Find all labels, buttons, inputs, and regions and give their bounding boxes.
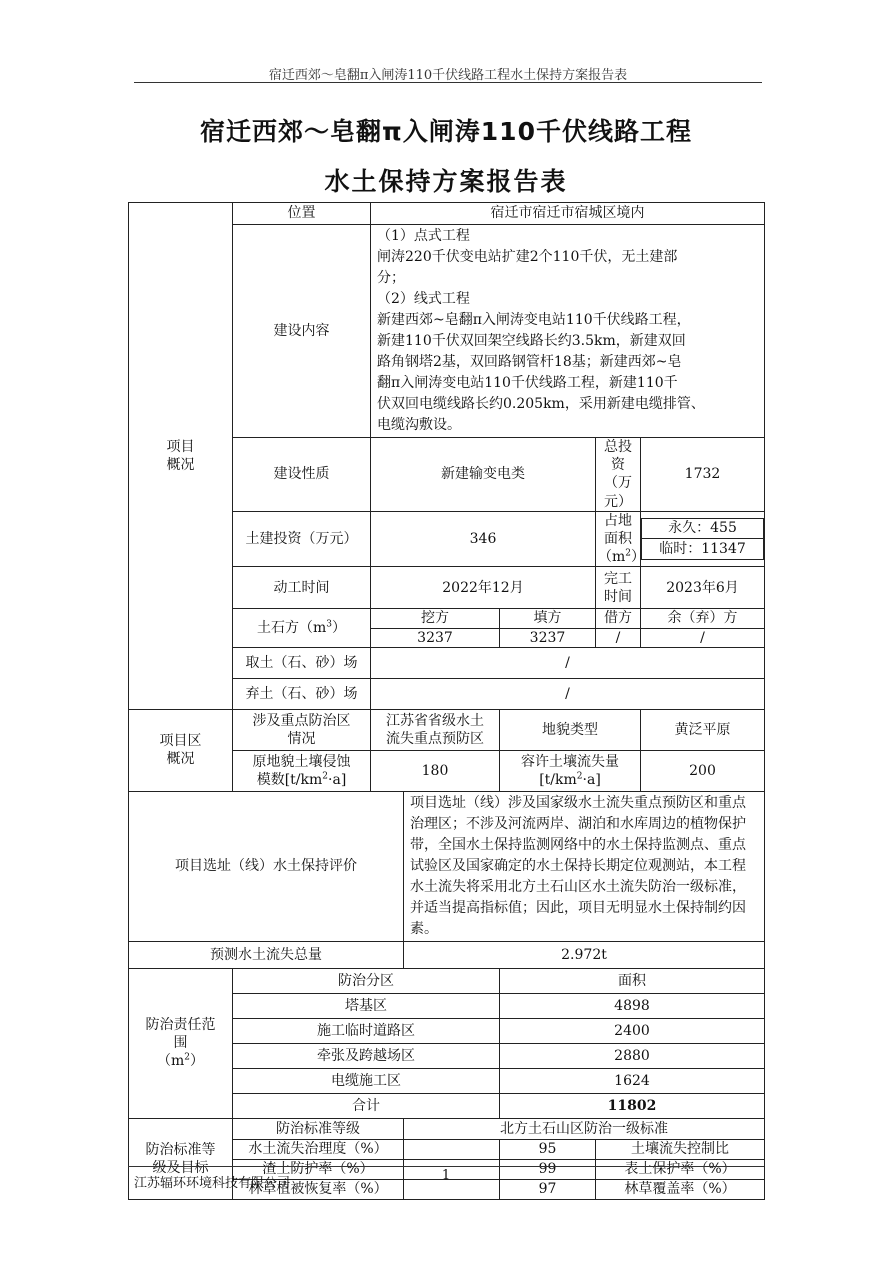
earthwork-fill-value: 3237 <box>500 628 596 647</box>
table-row <box>129 941 765 968</box>
allowable-loss-label: 容许土壤流失量 $[t/km^2\cdot a]$ <box>500 750 641 791</box>
zone-column-header: 防治分区 <box>233 968 500 993</box>
target-name: 土壤流失控制比 <box>596 1139 765 1159</box>
earthwork-header-borrow: 借方 <box>596 609 641 628</box>
total-label: 合计 <box>233 1093 500 1118</box>
total-invest-label: 总投资（万 元） <box>596 438 641 512</box>
allowable-loss-value: 200 <box>641 750 765 791</box>
borrow-site-value: / <box>371 647 765 678</box>
earthwork-label: 土石方$(m^3)$ <box>233 609 371 647</box>
land-area-permanent: 永久：455 <box>642 519 764 539</box>
table-row <box>129 1118 765 1139</box>
target-name: 林草植被恢复率（%） <box>233 1179 404 1199</box>
earthwork-header-spoil: 余（弃）方 <box>641 609 765 628</box>
target-name: 水土流失治理度（%） <box>233 1139 404 1159</box>
earthwork-excavation-value: 3237 <box>371 628 500 647</box>
company-name: 江苏辐环环境科技有限公司 <box>134 1176 291 1191</box>
standards-label: 防治标准等 级及目标 <box>129 1118 233 1199</box>
area-column-header: 面积 <box>500 968 765 993</box>
evaluation-label: 项目选址（线）水土保持评价 <box>129 791 404 941</box>
zone-name: 塔基区 <box>233 993 500 1018</box>
end-label: 完工时间 <box>596 567 641 609</box>
land-area-values <box>641 511 765 567</box>
section-area-overview: 项目区 概况 <box>129 709 233 791</box>
key-zone-value: 江苏省省级水土 流失重点预防区 <box>371 709 500 750</box>
earthwork-header-excavation: 挖方 <box>371 609 500 628</box>
spoil-site-label: 弃土（石、砂）场 <box>233 678 371 709</box>
key-zone-label: 涉及重点防治区 情况 <box>233 709 371 750</box>
target-name: 表土保护率（%） <box>596 1159 765 1179</box>
table-row <box>129 791 765 941</box>
zone-name: 电缆施工区 <box>233 1068 500 1093</box>
earthwork-header-fill: 填方 <box>500 609 596 628</box>
target-value: 95 <box>500 1139 596 1159</box>
zone-area: 2400 <box>500 1018 765 1043</box>
landform-value: 黄泛平原 <box>641 709 765 750</box>
target-value: 97 <box>500 1179 596 1199</box>
spoil-site-value: / <box>371 678 765 709</box>
start-value: 2022年12月 <box>371 567 596 609</box>
zone-area: 4898 <box>500 993 765 1018</box>
civil-invest-label: 土建投资（万元） <box>233 511 371 567</box>
location-label: 位置 <box>233 203 371 225</box>
land-area-label: 占地面积 $(m^2)$ <box>596 511 641 567</box>
footer-rule <box>128 1166 764 1167</box>
header-rule <box>134 82 762 83</box>
total-invest-value: 1732 <box>641 438 765 512</box>
landform-label: 地貌类型 <box>500 709 641 750</box>
earthwork-borrow-value: / <box>596 628 641 647</box>
responsibility-scope-label: 防治责任范 围 $(m^2)$ <box>129 968 233 1118</box>
table-row <box>129 968 765 993</box>
nature-label: 建设性质 <box>233 438 371 512</box>
borrow-site-label: 取土（石、砂）场 <box>233 647 371 678</box>
nature-value: 新建输变电类 <box>371 438 596 512</box>
page-number: 1 <box>441 1168 451 1183</box>
content-label: 建设内容 <box>233 225 371 438</box>
target-name: 林草覆盖率（%） <box>596 1179 765 1199</box>
start-label: 动工时间 <box>233 567 371 609</box>
land-area-temporary: 临时：11347 <box>642 539 764 560</box>
total-value: 11802 <box>500 1093 765 1118</box>
report-table <box>128 202 765 1200</box>
zone-area: 1624 <box>500 1068 765 1093</box>
running-header: 宿迁西郊～皂翻π入闸涛110千伏线路工程水土保持方案报告表 <box>268 68 628 83</box>
zone-name: 施工临时道路区 <box>233 1018 500 1043</box>
target-value: 99 <box>500 1159 596 1179</box>
target-name: 渣土防护率（%） <box>233 1159 404 1179</box>
table-row <box>129 203 765 225</box>
evaluation-text: 项目选址（线）涉及国家级水土流失重点预防区和重点 治理区；不涉及河流两岸、湖泊和水库周边的植物保护 带，全国水土保持监测网络中的水土保持监测点、重点 试验区及国家确定的水土保持长期定位观测站，本工程 水土流失将采用北方土石山区水土流失防治一级标准， 并适当提高指标值；因此，项目无明显水土保持制约因 素。 <box>404 791 765 941</box>
predicted-loss-label: 预测水土流失总量 <box>129 941 404 968</box>
erosion-modulus-label: 原地貌土壤侵蚀 模数$[t/km^2\cdot a]$ <box>233 750 371 791</box>
grade-label: 防治标准等级 <box>233 1118 404 1139</box>
zone-name: 牵张及跨越场区 <box>233 1043 500 1068</box>
table-row <box>129 709 765 750</box>
end-value: 2023年6月 <box>641 567 765 609</box>
section-project-overview: 项目 概况 <box>129 203 233 710</box>
location-value: 宿迁市宿迁市宿城区境内 <box>371 203 765 225</box>
zone-area: 2880 <box>500 1043 765 1068</box>
content-value: （1）点式工程 闸涛220千伏变电站扩建2个110千伏，无土建部 分； （2）线式工程 新建西郊~皂翻π入闸涛变电站110千伏线路工程， 新建110千伏双回架空线路长约3.5km，新建双回 路角钢塔2基，双回路钢管杆18基；新建西郊~皂 翻π入闸涛变电站110千伏线路工程，新建110千 伏双回电缆线路长约0.205km，采用新建电缆排管、 电缆沟敷设。 <box>371 225 765 438</box>
civil-invest-value: 346 <box>371 511 596 567</box>
document-title-line-2: 水土保持方案报告表 <box>324 167 568 196</box>
grade-value: 北方土石山区防治一级标准 <box>404 1118 765 1139</box>
earthwork-spoil-value: / <box>641 628 765 647</box>
predicted-loss-value: 2.972t <box>404 941 765 968</box>
erosion-modulus-value: 180 <box>371 750 500 791</box>
document-title-line-1: 宿迁西郊～皂翻π入闸涛110千伏线路工程 <box>200 117 692 146</box>
